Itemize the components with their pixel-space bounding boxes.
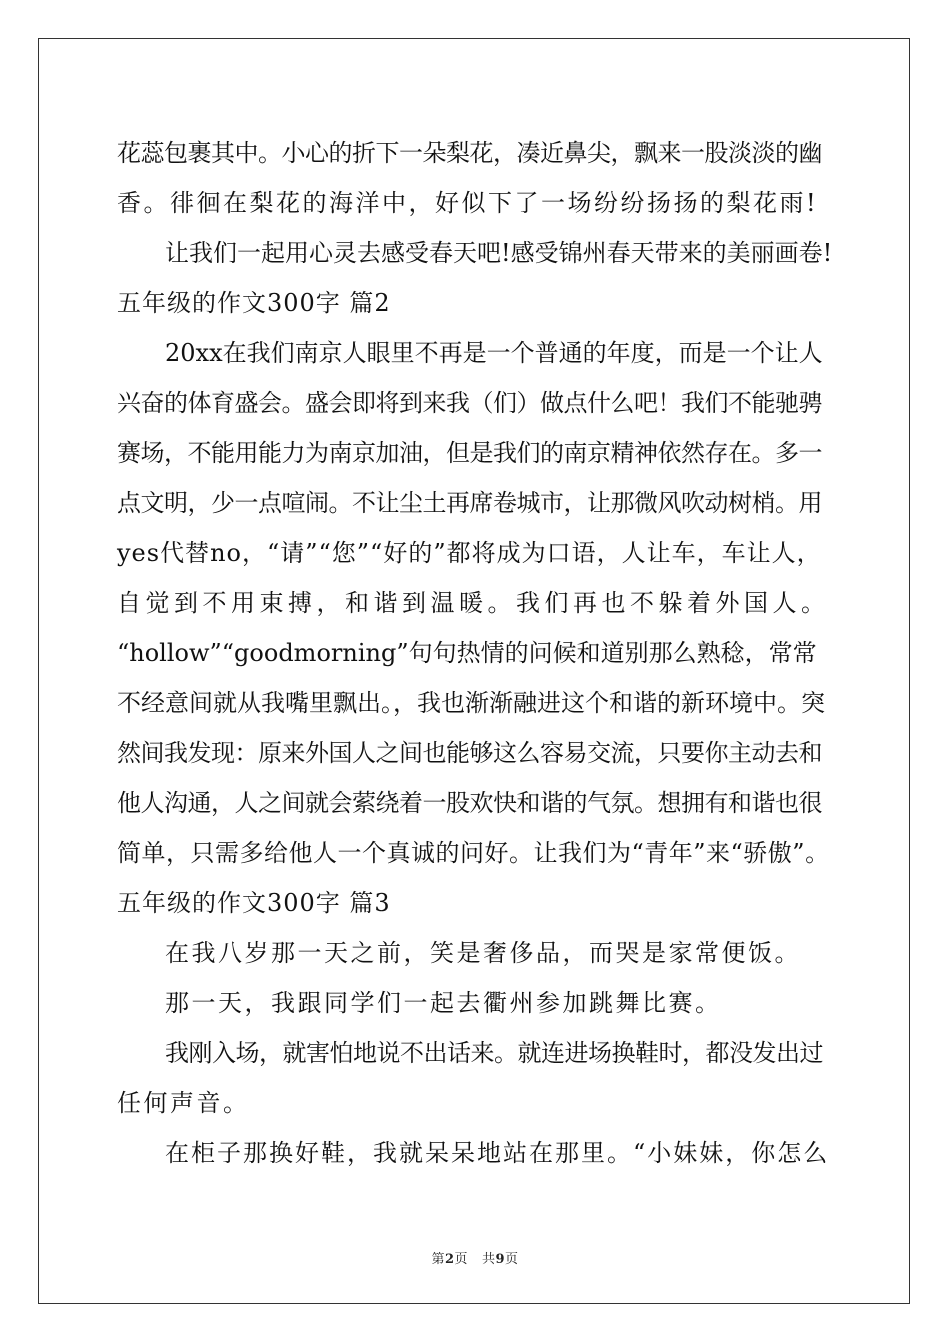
paragraph-line: 不经意间就从我嘴里飘出。，我也渐渐融进这个和谐的新环境中。突	[117, 689, 825, 717]
paragraph-line: 花蕊包裹其中。小心的折下一朵梨花，凑近鼻尖，飘来一股淡淡的幽	[117, 139, 822, 167]
paragraph-line: 自觉到不用束搏，和谐到温暖。我们再也不躲着外国人。	[117, 589, 830, 617]
paragraph-line: 他人沟通，人之间就会萦绕着一股欢快和谐的气氛。想拥有和谐也很	[117, 789, 822, 817]
paragraph-line: 兴奋的体育盛会。盛会即将到来我（们）做点什么吧！我们不能驰骋	[117, 389, 822, 417]
paragraph-line: 简单，只需多给他人一个真诚的问好。让我们为“青年”来“骄傲”。	[117, 839, 830, 867]
paragraph-line: 20xx在我们南京人眼里不再是一个普通的年度，而是一个让人	[165, 339, 823, 367]
current-page-number: 2	[445, 1252, 455, 1267]
paragraph-line: 赛场，不能用能力为南京加油，但是我们的南京精神依然存在。多一	[117, 439, 822, 467]
paragraph-line: 任何声音。	[117, 1089, 250, 1117]
page-footer	[0, 1248, 950, 1267]
total-pages-number: 9	[495, 1252, 505, 1267]
paragraph-line: 香。徘徊在梨花的海洋中，好似下了一场纷纷扬扬的梨花雨!	[117, 189, 819, 217]
paragraph-line: “hollow”“goodmorning”句句热情的问候和道别那么熟稔，常常	[117, 639, 817, 667]
paragraph-line: 我刚入场，就害怕地说不出话来。就连进场换鞋时，都没发出过	[165, 1039, 823, 1067]
footer-prefix: 第	[431, 1252, 445, 1267]
paragraph-line: 点文明，少一点喧闹。不让尘土再席卷城市，让那微风吹动树梢。用	[117, 489, 822, 517]
footer-suffix: 页	[505, 1252, 519, 1267]
paragraph-line: 那一天，我跟同学们一起去衢州参加跳舞比赛。	[165, 989, 722, 1017]
document-body	[117, 128, 833, 1178]
paragraph-line: 让我们一起用心灵去感受春天吧!感受锦州春天带来的美丽画卷!	[165, 239, 833, 267]
section-heading: 五年级的作文300字 篇3	[117, 889, 391, 917]
footer-middle: 页 共	[454, 1252, 496, 1267]
paragraph-line: yes代替no，“请”“您”“好的”都将成为口语，人让车，车让人，	[117, 539, 822, 567]
paragraph-line: 在我八岁那一天之前，笑是奢侈品，而哭是家常便饭。	[165, 939, 801, 967]
paragraph-line: 然间我发现：原来外国人之间也能够这么容易交流，只要你主动去和	[117, 739, 822, 767]
section-heading: 五年级的作文300字 篇2	[117, 289, 391, 317]
paragraph-line: 在柜子那换好鞋，我就呆呆地站在那里。“小妹妹，你怎么	[165, 1139, 830, 1167]
